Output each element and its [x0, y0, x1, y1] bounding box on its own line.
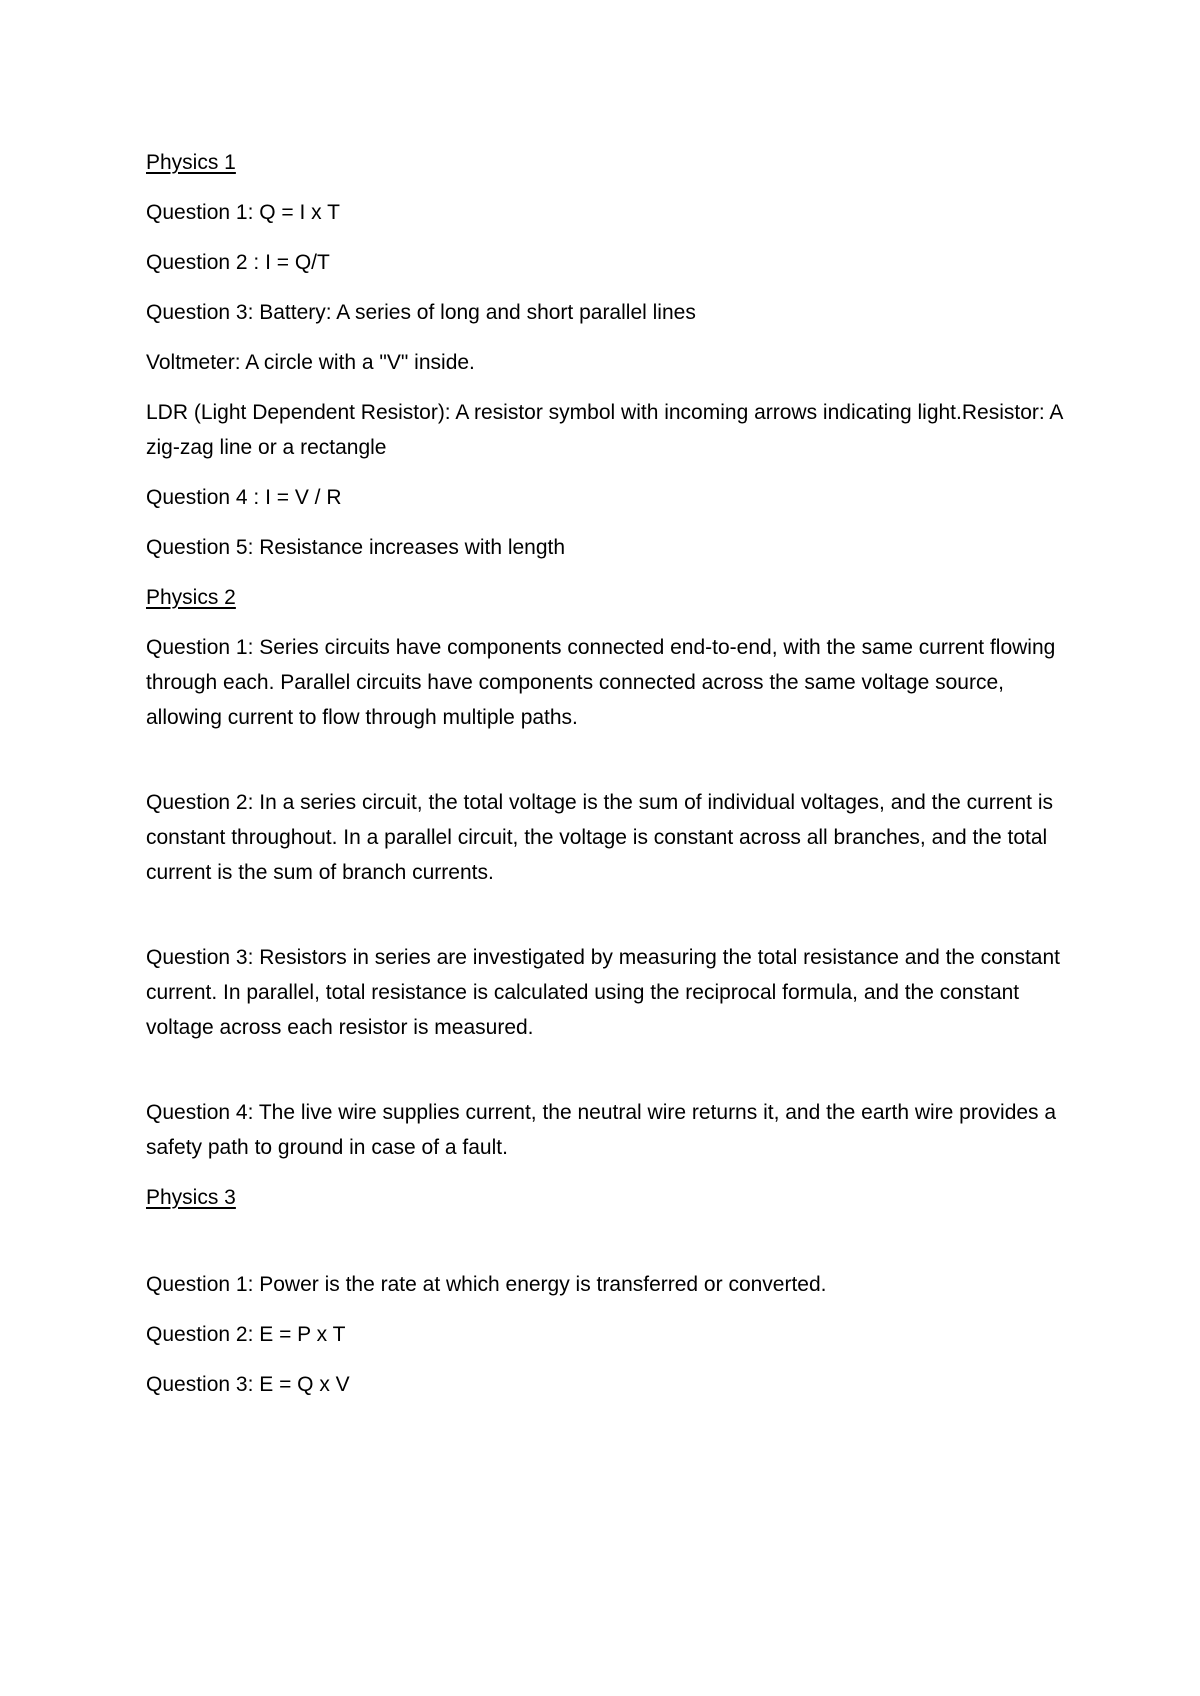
- physics-1-question-4: Question 4 : I = V / R: [146, 486, 342, 509]
- physics-1-question-5: Question 5: Resistance increases with length: [146, 536, 566, 559]
- physics-1-question-1: Question 1: Q = I x T: [146, 201, 340, 224]
- physics-2-question-1: Question 1: Series circuits have components connected end-to-end, with the same current flowing through each. Parallel circuits have components connected across the same voltage source, allowing current to flow through multiple paths.: [146, 636, 1056, 729]
- physics-2-question-3: Question 3: Resistors in series are investigated by measuring the total resistance and the constant current. In parallel, total resistance is calculated using the reciprocal formula, and the constant voltage across each resistor is measured.: [146, 946, 1060, 1039]
- physics-3-question-2: Question 2: E = P x T: [146, 1323, 346, 1346]
- section-heading-physics-2: Physics 2: [146, 586, 236, 609]
- document-body: [146, 145, 1066, 1417]
- physics-3-question-3: Question 3: E = Q x V: [146, 1373, 350, 1396]
- physics-2-question-2: Question 2: In a series circuit, the total voltage is the sum of individual voltages, and the current is constant throughout. In a parallel circuit, the voltage is constant across all branches, and the total current is the sum of branch currents.: [146, 791, 1053, 884]
- physics-2-question-4: Question 4: The live wire supplies current, the neutral wire returns it, and the earth wire provides a safety path to ground in case of a fault.: [146, 1101, 1057, 1159]
- physics-1-question-2: Question 2 : I = Q/T: [146, 251, 330, 274]
- physics-1-ldr: LDR (Light Dependent Resistor): A resistor symbol with incoming arrows indicating light.Resistor: A zig-zag line or a rectangle: [146, 401, 1063, 459]
- physics-3-question-1: Question 1: Power is the rate at which energy is transferred or converted.: [146, 1273, 827, 1296]
- section-heading-physics-3: Physics 3: [146, 1186, 236, 1209]
- section-heading-physics-1: Physics 1: [146, 151, 236, 174]
- physics-1-question-3: Question 3: Battery: A series of long and short parallel lines: [146, 301, 696, 324]
- physics-1-voltmeter: Voltmeter: A circle with a "V" inside.: [146, 351, 475, 374]
